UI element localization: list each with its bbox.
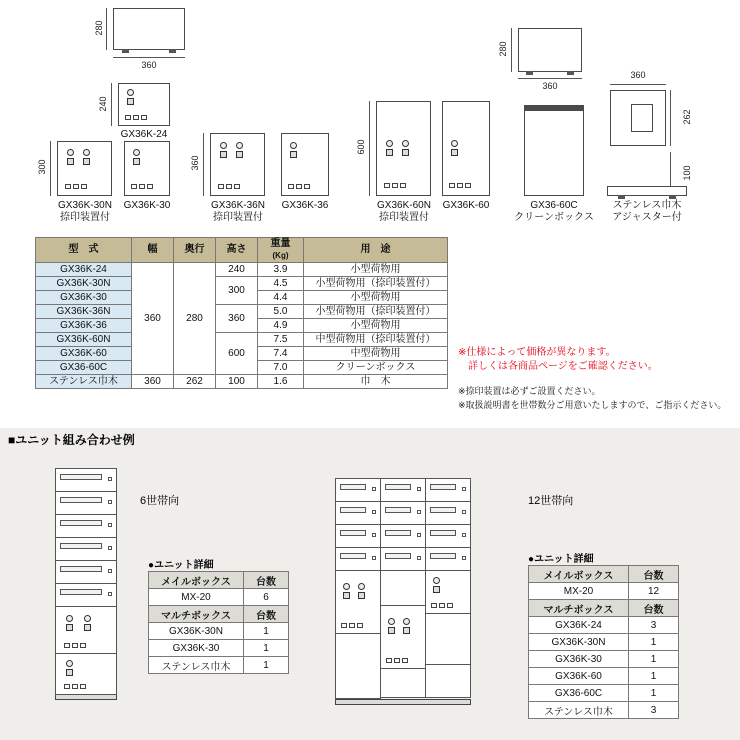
cell-weight: 3.9: [258, 263, 304, 277]
lock-icon: [125, 89, 136, 105]
diagram-gx36k-60n: [376, 101, 431, 196]
button-row-icon: [288, 184, 310, 189]
mailbox-slot: [55, 583, 117, 607]
cell-use: 小型荷物用（捺印装置付）: [304, 277, 448, 291]
mailbox-slot: [425, 547, 471, 571]
product-label-gx36-60c: GX36-60C クリーンボックス: [514, 200, 594, 223]
table-row: [36, 333, 448, 347]
table-row: GX36K-24 3: [529, 617, 679, 634]
mailbox-slot: [380, 547, 426, 571]
latch-icon: [417, 533, 421, 537]
lock-icon: [386, 618, 397, 634]
cell-width: 360: [132, 375, 174, 389]
latch-icon: [108, 477, 112, 481]
button-row-icon: [64, 684, 86, 689]
foot-icon: [169, 49, 176, 53]
cell-model: GX36K-30: [36, 291, 132, 305]
latch-icon: [372, 533, 376, 537]
mail-flap-icon: [60, 543, 102, 549]
product-label-gx36k-36n: GX36K-36N 捺印装置付: [211, 200, 265, 223]
product-label-gx36k-60n: GX36K-60N 捺印装置付: [377, 200, 431, 223]
combo-unit-plain: [380, 570, 426, 606]
mailbox-slot: [55, 514, 117, 538]
spec-header-row: [36, 238, 448, 263]
table-row: ステンレス巾木 3: [529, 702, 679, 719]
dim-width-360: 360: [141, 60, 157, 70]
example-label-12: 12世帯向: [528, 495, 574, 507]
mail-flap-icon: [340, 507, 366, 513]
mail-flap-icon: [60, 474, 102, 480]
dim-width-360: 360: [542, 81, 558, 91]
mailbox-slot: [425, 501, 471, 525]
combo-unit-plain: [425, 664, 471, 698]
adjuster-foot-icon: [669, 195, 676, 199]
dim-depth-280: 280: [94, 20, 104, 36]
cell-model: GX36-60C: [36, 361, 132, 375]
mailbox-slot: [55, 468, 117, 492]
table-row: GX36K-30N 1: [529, 634, 679, 651]
habaki-side-view: [607, 186, 687, 196]
lock-icon: [65, 149, 76, 165]
mailbox-slot: [335, 524, 381, 548]
dimension-line: [111, 83, 112, 126]
lock-icon: [401, 618, 412, 634]
button-row-icon: [341, 623, 363, 628]
button-row-icon: [65, 184, 87, 189]
cabinet-column: [380, 478, 426, 699]
lock-icon: [64, 660, 75, 676]
table-row: [36, 277, 448, 291]
mailbox-slot: [55, 491, 117, 515]
cell-weight: 4.9: [258, 319, 304, 333]
cell-use: 小型荷物用: [304, 319, 448, 333]
cell-depth: 262: [174, 375, 216, 389]
price-note: ※仕様によって価格が異なります。 詳しくは各商品ページをご確認ください。: [458, 347, 658, 372]
latch-icon: [417, 510, 421, 514]
cell-use: 巾 木: [304, 375, 448, 389]
example-label-6: 6世帯向: [140, 495, 180, 507]
cell-use: 小型荷物用（捺印装置付）: [304, 305, 448, 319]
col-width: 幅: [132, 238, 174, 263]
cell-model: GX36K-60N: [36, 333, 132, 347]
cell-model: GX36K-36N: [36, 305, 132, 319]
latch-icon: [462, 487, 466, 491]
cell-height: 300: [216, 277, 258, 305]
cell-weight: 4.4: [258, 291, 304, 305]
product-label-gx36k-30: GX36K-30: [123, 200, 171, 211]
cell-weight: 7.4: [258, 347, 304, 361]
cell-height: 240: [216, 263, 258, 277]
latch-icon: [372, 556, 376, 560]
dimension-line: [113, 57, 185, 58]
cabinet-12-units: [335, 478, 471, 699]
table-row: GX36K-30N 1: [149, 623, 289, 640]
product-label-gx36k-36: GX36K-36: [281, 200, 329, 211]
diagram-gx36k-36n: [210, 133, 265, 196]
cell-model: GX36K-36: [36, 319, 132, 333]
cabinet-6-units: [55, 468, 117, 700]
mailbox-slot: [335, 478, 381, 502]
section-title: ■ユニット組み合わせ例: [8, 433, 135, 447]
cell-height: 600: [216, 333, 258, 375]
table-row: [36, 263, 448, 277]
spec-table: [35, 237, 448, 389]
product-label-gx36k-60: GX36K-60: [442, 200, 490, 211]
button-row-icon: [125, 115, 147, 120]
mail-flap-icon: [430, 507, 456, 513]
lock-icon: [449, 140, 460, 156]
cell-use: クリーンボックス: [304, 361, 448, 375]
adjuster-foot-icon: [618, 195, 625, 199]
cell-weight: 1.6: [258, 375, 304, 389]
col-height: 高さ: [216, 238, 258, 263]
table-row: ステンレス巾木 1: [149, 657, 289, 674]
mail-flap-icon: [340, 484, 366, 490]
mailbox-slot: [335, 501, 381, 525]
cell-use: 小型荷物用: [304, 263, 448, 277]
cell-height: 360: [216, 305, 258, 333]
foot-icon: [122, 49, 129, 53]
latch-icon: [462, 510, 466, 514]
dim-depth-280: 280: [498, 41, 508, 57]
mailbox-slot: [380, 524, 426, 548]
button-row-icon: [131, 184, 153, 189]
cell-use: 中型荷物用: [304, 347, 448, 361]
latch-icon: [108, 500, 112, 504]
diagram-gx36k-30: [124, 141, 170, 196]
table-row: [36, 305, 448, 319]
button-row-icon: [384, 183, 406, 188]
cell-weight: 5.0: [258, 305, 304, 319]
diagram-gx36-60c: [524, 105, 584, 196]
table-row: MX-20 6: [149, 589, 289, 606]
table-row: GX36K-60 1: [529, 668, 679, 685]
dim-depth-262: 262: [682, 109, 692, 125]
detail-table-12: [528, 565, 679, 719]
lock-icon: [82, 615, 93, 631]
cabinet-column: [425, 478, 471, 699]
cell-depth: 280: [174, 263, 216, 375]
dimension-line: [670, 90, 671, 146]
mail-flap-icon: [60, 520, 102, 526]
diagram-gx36k-36: [281, 133, 329, 196]
cell-use: 中型荷物用（捺印装置付）: [304, 333, 448, 347]
usage-notes: ※捺印装置は必ずご設置ください。 ※取扱説明書を世帯数分ご用意いたしますので、ご指示ください。: [458, 386, 727, 410]
table-row: マルチボックス 台数: [149, 606, 289, 623]
combo-unit-gx36k-30: [55, 653, 117, 695]
diagram-gx36k-24: [118, 83, 170, 126]
cutout: [631, 104, 653, 132]
lock-icon: [81, 149, 92, 165]
dim-height-100: 100: [682, 165, 692, 181]
foot-icon: [567, 71, 574, 75]
diagram-gx36k-30n: [57, 141, 112, 196]
mail-flap-icon: [385, 484, 411, 490]
lock-icon: [288, 142, 299, 158]
cell-use: 小型荷物用: [304, 291, 448, 305]
combo-unit-plain: [380, 668, 426, 698]
habaki-top-view: [610, 90, 666, 146]
button-row-icon: [386, 658, 408, 663]
dimension-line: [203, 133, 204, 196]
button-row-icon: [64, 643, 86, 648]
mail-flap-icon: [60, 497, 102, 503]
mail-flap-icon: [60, 566, 102, 572]
combo-unit-gx36k-30n: [55, 606, 117, 654]
button-row-icon: [449, 183, 471, 188]
latch-icon: [372, 510, 376, 514]
mailbox-slot: [380, 501, 426, 525]
diagram-gx36k-60: [442, 101, 490, 196]
lock-icon: [131, 149, 142, 165]
dimension-line: [106, 8, 107, 50]
latch-icon: [462, 556, 466, 560]
lock-icon: [431, 577, 442, 593]
combo-unit-plain: [335, 633, 381, 699]
cell-model: GX36K-24: [36, 263, 132, 277]
latch-icon: [372, 487, 376, 491]
cabinet-column: [335, 478, 381, 699]
table-row: マルチボックス 台数: [529, 600, 679, 617]
foot-icon: [526, 71, 533, 75]
mailbox-slot: [425, 478, 471, 502]
dimension-line: [511, 28, 512, 72]
table-row: GX36-60C 1: [529, 685, 679, 702]
latch-icon: [108, 592, 112, 596]
dim-height-360: 360: [190, 155, 200, 171]
col-model: 型 式: [36, 238, 132, 263]
lock-icon: [400, 140, 411, 156]
mailbox-slot: [55, 537, 117, 561]
combo-unit-small: [425, 570, 471, 614]
cell-weight: 7.0: [258, 361, 304, 375]
lock-icon: [218, 142, 229, 158]
latch-icon: [108, 523, 112, 527]
product-label-gx36k-24: GX36K-24: [120, 129, 168, 140]
lock-icon: [64, 615, 75, 631]
mail-flap-icon: [385, 553, 411, 559]
table-row: メイルボックス 台数: [149, 572, 289, 589]
mail-flap-icon: [340, 530, 366, 536]
cell-model: ステンレス巾木: [36, 375, 132, 389]
mailbox-slot: [335, 547, 381, 571]
detail-table-6: [148, 571, 289, 674]
table-row: [36, 375, 448, 389]
cell-weight: 4.5: [258, 277, 304, 291]
table-row: メイルボックス 台数: [529, 566, 679, 583]
mail-flap-icon: [430, 530, 456, 536]
col-use: 用 途: [304, 238, 448, 263]
mail-flap-icon: [430, 553, 456, 559]
dim-height-600: 600: [356, 139, 366, 155]
mail-flap-icon: [385, 530, 411, 536]
mail-flap-icon: [430, 484, 456, 490]
cell-width: 360: [132, 263, 174, 375]
cell-weight: 7.5: [258, 333, 304, 347]
dimension-line: [369, 101, 370, 196]
button-row-icon: [218, 184, 240, 189]
latch-icon: [108, 569, 112, 573]
lid-icon: [525, 106, 583, 111]
lock-icon: [384, 140, 395, 156]
mail-flap-icon: [340, 553, 366, 559]
detail-title-6: ●ユニット詳細: [148, 560, 214, 571]
dimension-line: [518, 78, 582, 79]
button-row-icon: [431, 603, 453, 608]
dimension-line: [610, 84, 666, 85]
mailbox-slot: [55, 560, 117, 584]
latch-icon: [417, 556, 421, 560]
combo-unit-plain: [425, 613, 471, 665]
latch-icon: [462, 533, 466, 537]
latch-icon: [108, 546, 112, 550]
top-view-right: [518, 28, 582, 72]
product-label-gx36k-30n: GX36K-30N 捺印装置付: [58, 200, 112, 223]
combo-unit-locks: [380, 605, 426, 669]
latch-icon: [417, 487, 421, 491]
dim-height-300: 300: [37, 159, 47, 175]
cell-height: 100: [216, 375, 258, 389]
product-label-habaki: ステンレス巾木 アジャスター付: [612, 200, 682, 223]
table-row: MX-20 12: [529, 583, 679, 600]
mail-flap-icon: [60, 589, 102, 595]
detail-title-12: ●ユニット詳細: [528, 554, 594, 565]
lock-icon: [341, 583, 352, 599]
cell-model: GX36K-30N: [36, 277, 132, 291]
col-weight: 重量 (Kg): [258, 238, 304, 263]
combo-unit-locks: [335, 570, 381, 634]
table-row: GX36K-30 1: [529, 651, 679, 668]
dim-height-240: 240: [98, 96, 108, 112]
mailbox-slot: [380, 478, 426, 502]
cell-model: GX36K-60: [36, 347, 132, 361]
lock-icon: [356, 583, 367, 599]
mail-flap-icon: [385, 507, 411, 513]
dimension-line: [50, 141, 51, 196]
top-view-left: [113, 8, 185, 50]
lock-icon: [234, 142, 245, 158]
habaki-base: [335, 699, 471, 705]
mailbox-slot: [425, 524, 471, 548]
table-row: GX36K-30 1: [149, 640, 289, 657]
col-depth: 奥行: [174, 238, 216, 263]
dim-width-360: 360: [630, 70, 646, 80]
